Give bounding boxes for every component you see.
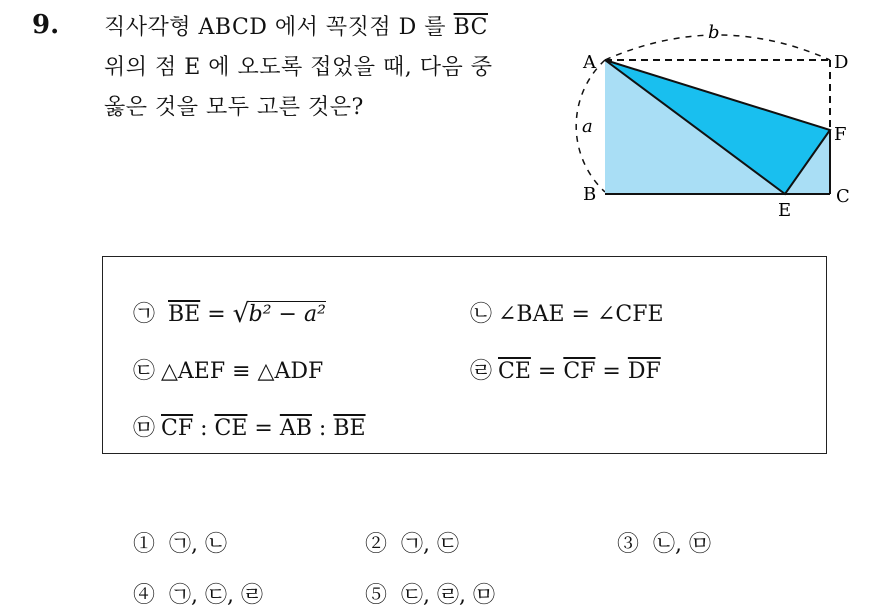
segment-cf: $\overline{CF}$ [563,359,596,384]
segment-cf-2: $\overline{CF}$ [161,416,194,441]
label-b-side: b [708,22,720,43]
choice-5-number: ⑤ [365,583,388,608]
label-b-point: B [583,184,597,205]
mark-nieun: ㉡ [470,302,493,327]
label-f-point: F [834,124,847,145]
label-a-point: A [583,52,596,73]
statement-3-text: △AEF ≡ △ADF [161,359,324,384]
choice-2-text: ㉠, ㉢ [401,532,460,557]
segment-bc: $\overline{BC}$ [453,15,488,40]
segment-be-2: $\overline{BE}$ [333,416,366,441]
choice-1-number: ① [133,532,156,557]
statement-5 [133,411,366,442]
label-c-point: C [836,186,850,207]
sqrt-expression: √ b² − a² [232,299,326,329]
question-number: 9. [32,10,60,40]
statement-2 [470,297,664,328]
choice-4-number: ④ [133,583,156,608]
radicand: b² − a² [248,302,326,327]
choice-3-number: ③ [617,532,640,557]
choice-2[interactable] [365,527,459,558]
label-d-point: D [834,52,849,73]
choice-1[interactable] [133,527,227,558]
segment-be: $\overline{BE}$ [168,302,201,327]
equals-1: = [530,359,564,384]
label-e-point: E [778,200,792,221]
choice-2-number: ② [365,532,388,557]
mark-digeut: ㉢ [133,359,156,384]
question-text-1: 직사각형 ABCD 에서 꼭짓점 D 를 [104,15,454,40]
mark-mieum: ㉤ [133,416,156,441]
question-line-3: 옳은 것을 모두 고른 것은? [104,95,364,120]
mark-rieul: ㉣ [470,359,493,384]
segment-df-text: $\overline{DF}$ [627,359,661,384]
statement-4 [470,354,661,385]
label-a-side: a [582,116,593,137]
question-line-1 [104,10,488,41]
equals-3: = [247,416,280,441]
choice-4-text: ㉠, ㉢, ㉣ [169,583,263,608]
statement-1 [133,297,326,328]
folded-rectangle-figure [575,14,865,224]
choice-1-text: ㉠, ㉡ [169,532,228,557]
segment-ab: $\overline{AB}$ [279,416,312,441]
ratio-sep-1: : [193,416,215,441]
choice-3[interactable] [617,527,711,558]
choice-4[interactable] [133,578,263,609]
choice-5-text: ㉢, ㉣, ㉤ [401,583,495,608]
statement-3 [133,354,323,385]
segment-ce-2: $\overline{CE}$ [214,416,248,441]
equals: = [200,302,233,327]
segment-ce: $\overline{CE}$ [498,359,531,384]
choice-3-text: ㉡, ㉤ [653,532,712,557]
mark-giyeok: ㉠ [133,302,156,327]
equals-2: = [595,359,628,384]
ratio-sep-2: : [311,416,334,441]
choice-5[interactable] [365,578,495,609]
question-line-2: 위의 점 E 에 오도록 접었을 때, 다음 중 [104,55,493,80]
statement-2-text: ∠BAE = ∠CFE [498,302,664,327]
